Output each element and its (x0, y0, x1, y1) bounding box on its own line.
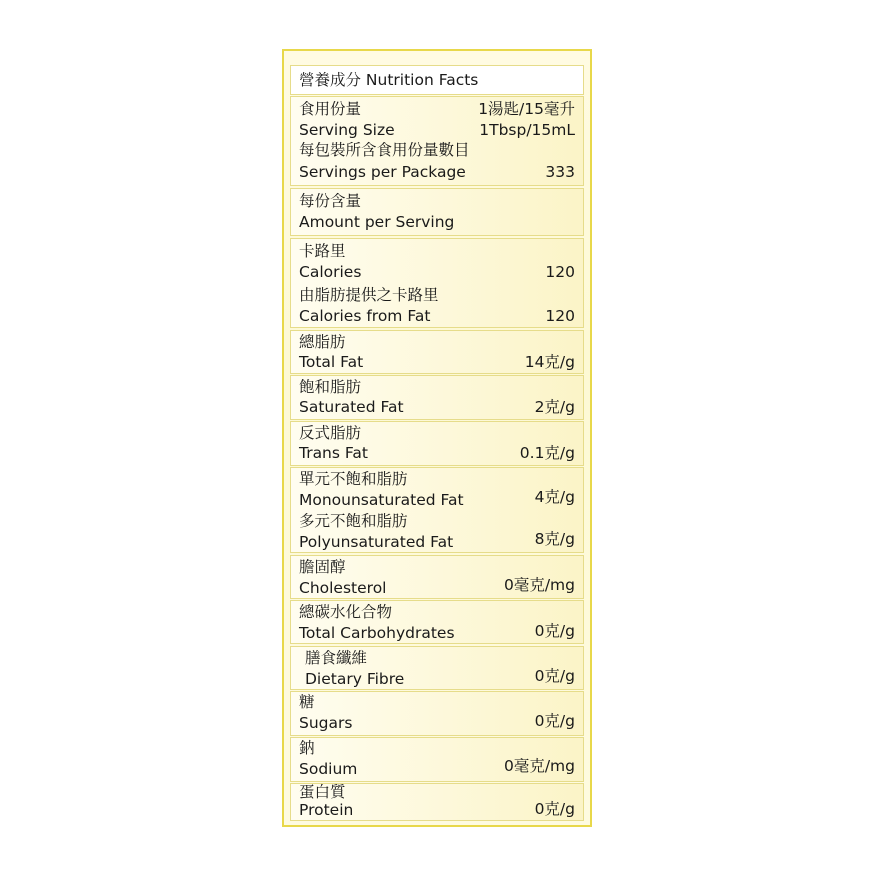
serving-size-en: Serving Size (299, 121, 395, 139)
trans-fat-en: Trans Fat (299, 444, 368, 462)
trans-fat-zh-row (299, 422, 575, 444)
sodium-section (290, 737, 584, 782)
poly-fat-value: 8克/g (534, 530, 575, 548)
saturated-fat-section (290, 375, 584, 420)
trans-fat-en-row (299, 442, 575, 464)
calories-zh-row (299, 240, 575, 262)
amount-en-row (299, 211, 575, 233)
carbohydrates-section (290, 600, 584, 644)
label-title (299, 69, 575, 91)
title-section (290, 65, 584, 95)
protein-section (290, 783, 584, 821)
calories-en: Calories (299, 263, 362, 281)
calories-fat-en-row (299, 305, 575, 327)
fibre-section (290, 646, 584, 690)
amount-zh: 每份含量 (299, 192, 362, 210)
sugars-zh: 糖 (299, 693, 315, 711)
calories-fat-zh-row (299, 284, 575, 306)
mono-fat-zh: 單元不飽和脂肪 (299, 470, 408, 488)
total-fat-section (290, 330, 584, 374)
calories-fat-value: 120 (545, 307, 575, 325)
total-fat-en-row (299, 351, 575, 373)
fibre-en-row (305, 668, 575, 690)
sugars-en: Sugars (299, 714, 353, 732)
carbohydrates-en: Total Carbohydrates (299, 624, 455, 642)
mono-fat-value: 4克/g (534, 488, 575, 506)
calories-zh: 卡路里 (299, 242, 346, 260)
calories-value: 120 (545, 263, 575, 281)
mono-fat-en: Monounsaturated Fat (299, 491, 464, 509)
fibre-value: 0克/g (534, 667, 575, 685)
sugars-section (290, 691, 584, 736)
calories-section (290, 238, 584, 328)
sodium-zh: 鈉 (299, 739, 315, 757)
calories-en-row (299, 261, 575, 283)
cholesterol-value: 0毫克/mg (503, 576, 575, 594)
protein-value: 0克/g (534, 800, 575, 818)
servings-per-package-zh-row (299, 139, 575, 161)
calories-fat-zh: 由脂肪提供之卡路里 (299, 286, 439, 304)
total-fat-value: 14克/g (524, 353, 575, 371)
protein-zh: 蛋白質 (299, 783, 346, 801)
trans-fat-section (290, 421, 584, 466)
label-title-text: 營養成分 Nutrition Facts (299, 71, 479, 89)
mono-fat-en-row (299, 489, 575, 511)
serving-size-en-row (299, 119, 575, 141)
servings-per-package-zh: 每包裝所含食用份量數目 (299, 141, 470, 159)
nutrition-label (282, 49, 592, 827)
poly-fat-zh: 多元不飽和脂肪 (299, 512, 408, 530)
carbohydrates-value: 0克/g (534, 622, 575, 640)
protein-en: Protein (299, 801, 354, 819)
amount-en: Amount per Serving (299, 213, 455, 231)
carbohydrates-en-row (299, 622, 575, 644)
sodium-value: 0毫克/mg (503, 757, 575, 775)
total-fat-en: Total Fat (299, 353, 364, 371)
sugars-en-row (299, 712, 575, 734)
cholesterol-section (290, 555, 584, 599)
fibre-zh: 膳食纖維 (305, 649, 368, 667)
calories-fat-en: Calories from Fat (299, 307, 431, 325)
serving-size-en-value: 1Tbsp/15mL (479, 121, 575, 139)
total-fat-zh-row (299, 331, 575, 353)
saturated-fat-zh: 飽和脂肪 (299, 378, 362, 396)
amount-section (290, 188, 584, 236)
saturated-fat-en-row (299, 396, 575, 418)
poly-fat-en: Polyunsaturated Fat (299, 533, 454, 551)
poly-fat-en-row (299, 531, 575, 553)
carbohydrates-zh: 總碳水化合物 (299, 603, 393, 621)
serving-size-zh-value: 1湯匙/15毫升 (478, 100, 575, 118)
cholesterol-zh: 膽固醇 (299, 558, 346, 576)
trans-fat-value: 0.1克/g (519, 444, 575, 462)
sugars-value: 0克/g (534, 712, 575, 730)
servings-per-package-en-row (299, 161, 575, 183)
cholesterol-en: Cholesterol (299, 579, 387, 597)
saturated-fat-zh-row (299, 376, 575, 398)
protein-en-row (299, 799, 575, 821)
serving-section (290, 96, 584, 186)
total-fat-zh: 總脂肪 (299, 333, 346, 351)
cholesterol-en-row (299, 577, 575, 599)
trans-fat-zh: 反式脂肪 (299, 424, 362, 442)
saturated-fat-en: Saturated Fat (299, 398, 404, 416)
serving-size-zh-row (299, 98, 575, 120)
servings-per-package-value: 333 (545, 163, 575, 181)
unsaturated-fat-section (290, 467, 584, 553)
serving-size-zh: 食用份量 (299, 100, 362, 118)
sodium-en: Sodium (299, 760, 358, 778)
amount-zh-row (299, 190, 575, 212)
sodium-en-row (299, 758, 575, 780)
saturated-fat-value: 2克/g (534, 398, 575, 416)
servings-per-package-en: Servings per Package (299, 163, 466, 181)
fibre-en: Dietary Fibre (305, 670, 405, 688)
